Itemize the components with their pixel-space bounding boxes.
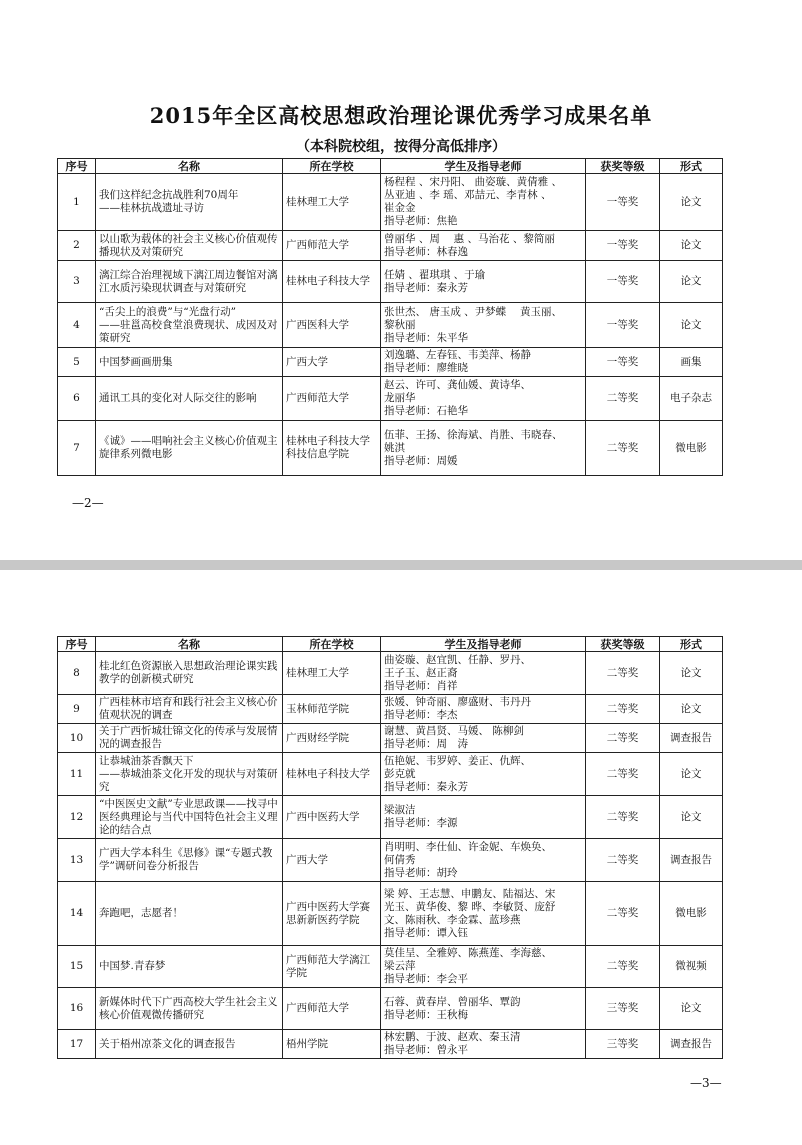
row-number: 11 [58,753,96,796]
award-level: 二等奖 [586,753,660,796]
header-name: 名称 [96,159,283,174]
page-number: —3— [690,1076,722,1090]
page-separator [0,560,802,570]
entry-form: 论文 [660,695,723,724]
students-and-advisor: 肖明明、李仕仙、许金妮、车焕奂、 何倩秀 指导老师：胡玲 [381,839,586,882]
entry-form: 论文 [660,231,723,261]
students-and-advisor: 石蓉、黄春岸、曾丽华、覃韵 指导老师：王秋梅 [381,988,586,1030]
students-and-advisor: 伍菲、王扬、徐海斌、肖胜、韦晓春、 姚淇 指导老师：周媛 [381,421,586,476]
school-name: 广西财经学院 [283,724,381,753]
header-name: 名称 [96,637,283,652]
award-level: 二等奖 [586,796,660,839]
students-and-advisor: 梁 婷、王志慧、申鹏友、陆福达、宋 光玉、黄华俊、黎 晔、李敏贤、庞舒 文、陈雨秋、李金霖、蓝珍燕 指导老师：谭入钰 [381,882,586,946]
students-and-advisor: 林宏鹏、于波、赵欢、秦玉清 指导老师：曾永平 [381,1030,586,1059]
entry-name: 中国梦画画册集 [96,348,283,377]
results-table-page-3 [57,636,723,1059]
row-number: 4 [58,303,96,348]
table-row [58,724,723,753]
entry-name: 关于广西忻城壮锦文化的传承与发展情况的调查报告 [96,724,283,753]
students-and-advisor: 刘逸璐、左春钰、韦美萍、杨静 指导老师：廖维晓 [381,348,586,377]
award-level: 二等奖 [586,421,660,476]
table-row [58,174,723,231]
school-name: 玉林师范学院 [283,695,381,724]
entry-form: 论文 [660,652,723,695]
header-award: 获奖等级 [586,637,660,652]
header-people: 学生及指导老师 [381,159,586,174]
entry-name: 《诚》——唱响社会主义核心价值观主旋律系列微电影 [96,421,283,476]
row-number: 14 [58,882,96,946]
row-number: 5 [58,348,96,377]
table-row [58,652,723,695]
table-row [58,946,723,988]
entry-name: 关于梧州凉茶文化的调查报告 [96,1030,283,1059]
table-row [58,377,723,421]
entry-name: 我们这样纪念抗战胜利70周年 ——桂林抗战遗址寻访 [96,174,283,231]
students-and-advisor: 张世杰、 唐玉成 、尹梦蝶 黄玉丽、 黎秋丽 指导老师：朱平华 [381,303,586,348]
entry-form: 论文 [660,988,723,1030]
award-level: 二等奖 [586,652,660,695]
entry-name: “舌尖上的浪费”与“光盘行动” ——驻邕高校食堂浪费现状、成因及对策研究 [96,303,283,348]
school-name: 广西医科大学 [283,303,381,348]
entry-form: 调查报告 [660,724,723,753]
table-body [58,174,723,476]
table-row [58,1030,723,1059]
school-name: 广西师范大学漓江 学院 [283,946,381,988]
entry-name: 桂北红色资源嵌入思想政治理论课实践教学的创新模式研究 [96,652,283,695]
award-level: 一等奖 [586,303,660,348]
entry-form: 论文 [660,174,723,231]
award-level: 一等奖 [586,261,660,303]
award-level: 二等奖 [586,695,660,724]
entry-name: 奔跑吧，志愿者！ [96,882,283,946]
award-level: 二等奖 [586,724,660,753]
entry-form: 电子杂志 [660,377,723,421]
table-row [58,796,723,839]
entry-name: 漓江综合治理视域下漓江周边餐馆对漓江水质污染现状调查与对策研究 [96,261,283,303]
entry-name: 新媒体时代下广西高校大学生社会主义核心价值观微传播研究 [96,988,283,1030]
page-2 [0,0,802,560]
students-and-advisor: 张媛、钟奇丽、廖盛财、韦丹丹 指导老师：李杰 [381,695,586,724]
entry-form: 微电影 [660,421,723,476]
row-number: 7 [58,421,96,476]
header-form: 形式 [660,159,723,174]
award-level: 一等奖 [586,231,660,261]
students-and-advisor: 曲姿璇、赵宜凯、任静、罗丹、 王子玉、赵正裔 指导老师：肖祥 [381,652,586,695]
header-school: 所在学校 [283,637,381,652]
results-table-page-2 [57,158,723,476]
header-award: 获奖等级 [586,159,660,174]
header-form: 形式 [660,637,723,652]
entry-name: 广西大学本科生《思修》课“专题式教学”调研问卷分析报告 [96,839,283,882]
school-name: 广西大学 [283,348,381,377]
students-and-advisor: 莫佳呈、全雅婷、陈燕莲、李海慈、 梁云萍 指导老师：李会平 [381,946,586,988]
row-number: 6 [58,377,96,421]
school-name: 广西师范大学 [283,231,381,261]
row-number: 1 [58,174,96,231]
entry-form: 论文 [660,303,723,348]
entry-form: 画集 [660,348,723,377]
students-and-advisor: 赵云、许可、龚仙媛、黄诗华、 龙丽华 指导老师：石艳华 [381,377,586,421]
award-level: 二等奖 [586,377,660,421]
table-row [58,261,723,303]
award-level: 一等奖 [586,348,660,377]
row-number: 13 [58,839,96,882]
table-row [58,695,723,724]
students-and-advisor: 曾丽华 、周 惠 、马治花 、黎简丽 指导老师：林春逸 [381,231,586,261]
header-school: 所在学校 [283,159,381,174]
row-number: 2 [58,231,96,261]
entry-form: 调查报告 [660,1030,723,1059]
entry-form: 论文 [660,753,723,796]
header-no: 序号 [58,159,96,174]
row-number: 10 [58,724,96,753]
table-row [58,839,723,882]
row-number: 9 [58,695,96,724]
entry-name: 以山歌为载体的社会主义核心价值观传播现状及对策研究 [96,231,283,261]
header-people: 学生及指导老师 [381,637,586,652]
document-subtitle: （本科院校组，按得分高低排序） [296,139,506,155]
header-no: 序号 [58,637,96,652]
school-name: 桂林理工大学 [283,174,381,231]
school-name: 桂林电子科技大学 [283,753,381,796]
entry-form: 论文 [660,796,723,839]
entry-form: 调查报告 [660,839,723,882]
row-number: 17 [58,1030,96,1059]
row-number: 3 [58,261,96,303]
school-name: 桂林电子科技大学 科技信息学院 [283,421,381,476]
award-level: 二等奖 [586,946,660,988]
award-level: 三等奖 [586,1030,660,1059]
school-name: 桂林电子科技大学 [283,261,381,303]
entry-form: 论文 [660,261,723,303]
row-number: 16 [58,988,96,1030]
table-header-row [58,159,723,174]
row-number: 12 [58,796,96,839]
school-name: 广西师范大学 [283,988,381,1030]
table-body [58,652,723,1059]
award-level: 一等奖 [586,174,660,231]
award-level: 二等奖 [586,839,660,882]
page-number: —2— [72,496,104,510]
school-name: 广西中医药大学 [283,796,381,839]
table-row [58,348,723,377]
school-name: 广西师范大学 [283,377,381,421]
document-title: 2015年全区高校思想政治理论课优秀学习成果名单 [149,103,653,128]
entry-name: 广西桂林市培育和践行社会主义核心价值观状况的调查 [96,695,283,724]
students-and-advisor: 伍艳妮、韦罗婷、姜正、仇辉、 彭克就 指导老师：秦永芳 [381,753,586,796]
table-row [58,303,723,348]
award-level: 二等奖 [586,882,660,946]
school-name: 广西中医药大学赛 思新新医药学院 [283,882,381,946]
entry-form: 微电影 [660,882,723,946]
award-level: 三等奖 [586,988,660,1030]
row-number: 15 [58,946,96,988]
table-header-row [58,637,723,652]
students-and-advisor: 任婧 、翟琪琪 、于瑜 指导老师：秦永芳 [381,261,586,303]
table-row [58,988,723,1030]
table-row [58,231,723,261]
entry-name: 让恭城油茶香飘天下 ——恭城油茶文化开发的现状与对策研究 [96,753,283,796]
students-and-advisor: 杨程程 、宋丹阳、 曲姿璇、黄倩雅 、 丛亚迪 、李 瑶、邓喆元、李青林 、 崔金金 指导老师：焦艳 [381,174,586,231]
table-row [58,421,723,476]
entry-name: 通讯工具的变化对人际交往的影响 [96,377,283,421]
entry-name: “中医医史文献”专业思政课——找寻中医经典理论与当代中国特色社会主义理论的结合点 [96,796,283,839]
entry-form: 微视频 [660,946,723,988]
row-number: 8 [58,652,96,695]
school-name: 广西大学 [283,839,381,882]
table-row [58,753,723,796]
students-and-advisor: 谢慧、黄昌贤、马媛、 陈柳剑 指导老师：周 涛 [381,724,586,753]
entry-name: 中国梦.青春梦 [96,946,283,988]
table-row [58,882,723,946]
students-and-advisor: 梁淑洁 指导老师：李源 [381,796,586,839]
school-name: 梧州学院 [283,1030,381,1059]
school-name: 桂林理工大学 [283,652,381,695]
